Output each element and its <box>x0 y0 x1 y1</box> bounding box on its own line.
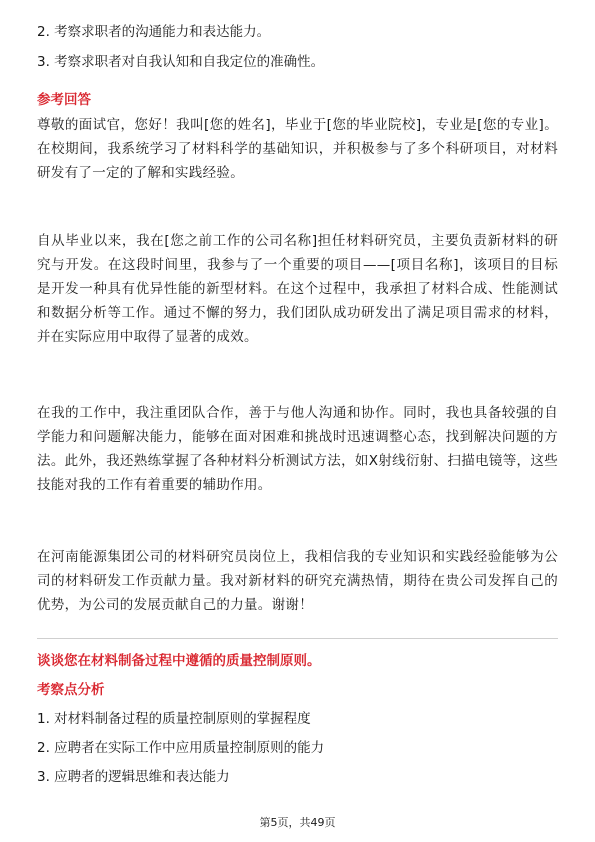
reference-answer-heading: 参考回答 <box>37 92 91 108</box>
list-item: 3. 应聘者的逻辑思维和表达能力 <box>37 769 230 785</box>
section-divider <box>37 638 558 639</box>
list-item: 3. 考察求职者对自我认知和自我定位的准确性。 <box>37 54 325 70</box>
answer-paragraph-2: 自从毕业以来，我在[您之前工作的公司名称]担任材料研究员，主要负责新材料的研究与开发。在这段时间里，我参与了一个重要的项目——[项目名称]，该项目的目标是开发一种具有优异性能的新型材料。在这个过程中，我承担了材料合成、性能测试和数据分析等工作。通过不懈的努力，我们团队成功研发出了满足项目需求的材料，并在实际应用中取得了显著的成效。 <box>37 233 558 345</box>
list-item: 1. 对材料制备过程的质量控制原则的掌握程度 <box>37 711 311 727</box>
answer-paragraph-3: 在我的工作中，我注重团队合作，善于与他人沟通和协作。同时，我也具备较强的自学能力和问题解决能力，能够在面对困难和挑战时迅速调整心态，找到解决问题的方法。此外，我还熟练掌握了各种材料分析测试方法，如X射线衍射、扫描电镜等，这些技能对我的工作有着重要的辅助作用。 <box>37 405 558 493</box>
question-title: 谈谈您在材料制备过程中遵循的质量控制原则。 <box>37 653 321 669</box>
list-item: 2. 应聘者在实际工作中应用质量控制原则的能力 <box>37 740 325 756</box>
answer-paragraph-1: 尊敬的面试官，您好！我叫[您的姓名]，毕业于[您的毕业院校]，专业是[您的专业]。在校期间，我系统学习了材料科学的基础知识，并积极参与了多个科研项目，对材料研发有了一定的了解和实践经验。 <box>37 117 558 181</box>
page-number: 第5页，共49页 <box>259 816 336 829</box>
document-page <box>37 0 558 842</box>
answer-paragraph-4: 在河南能源集团公司的材料研究员岗位上，我相信我的专业知识和实践经验能够为公司的材料研发工作贡献力量。我对新材料的研究充满热情，期待在贵公司发挥自己的优势，为公司的发展贡献自己的力量。谢谢！ <box>37 549 558 613</box>
analysis-heading: 考察点分析 <box>37 682 105 698</box>
list-item: 2. 考察求职者的沟通能力和表达能力。 <box>37 24 271 40</box>
